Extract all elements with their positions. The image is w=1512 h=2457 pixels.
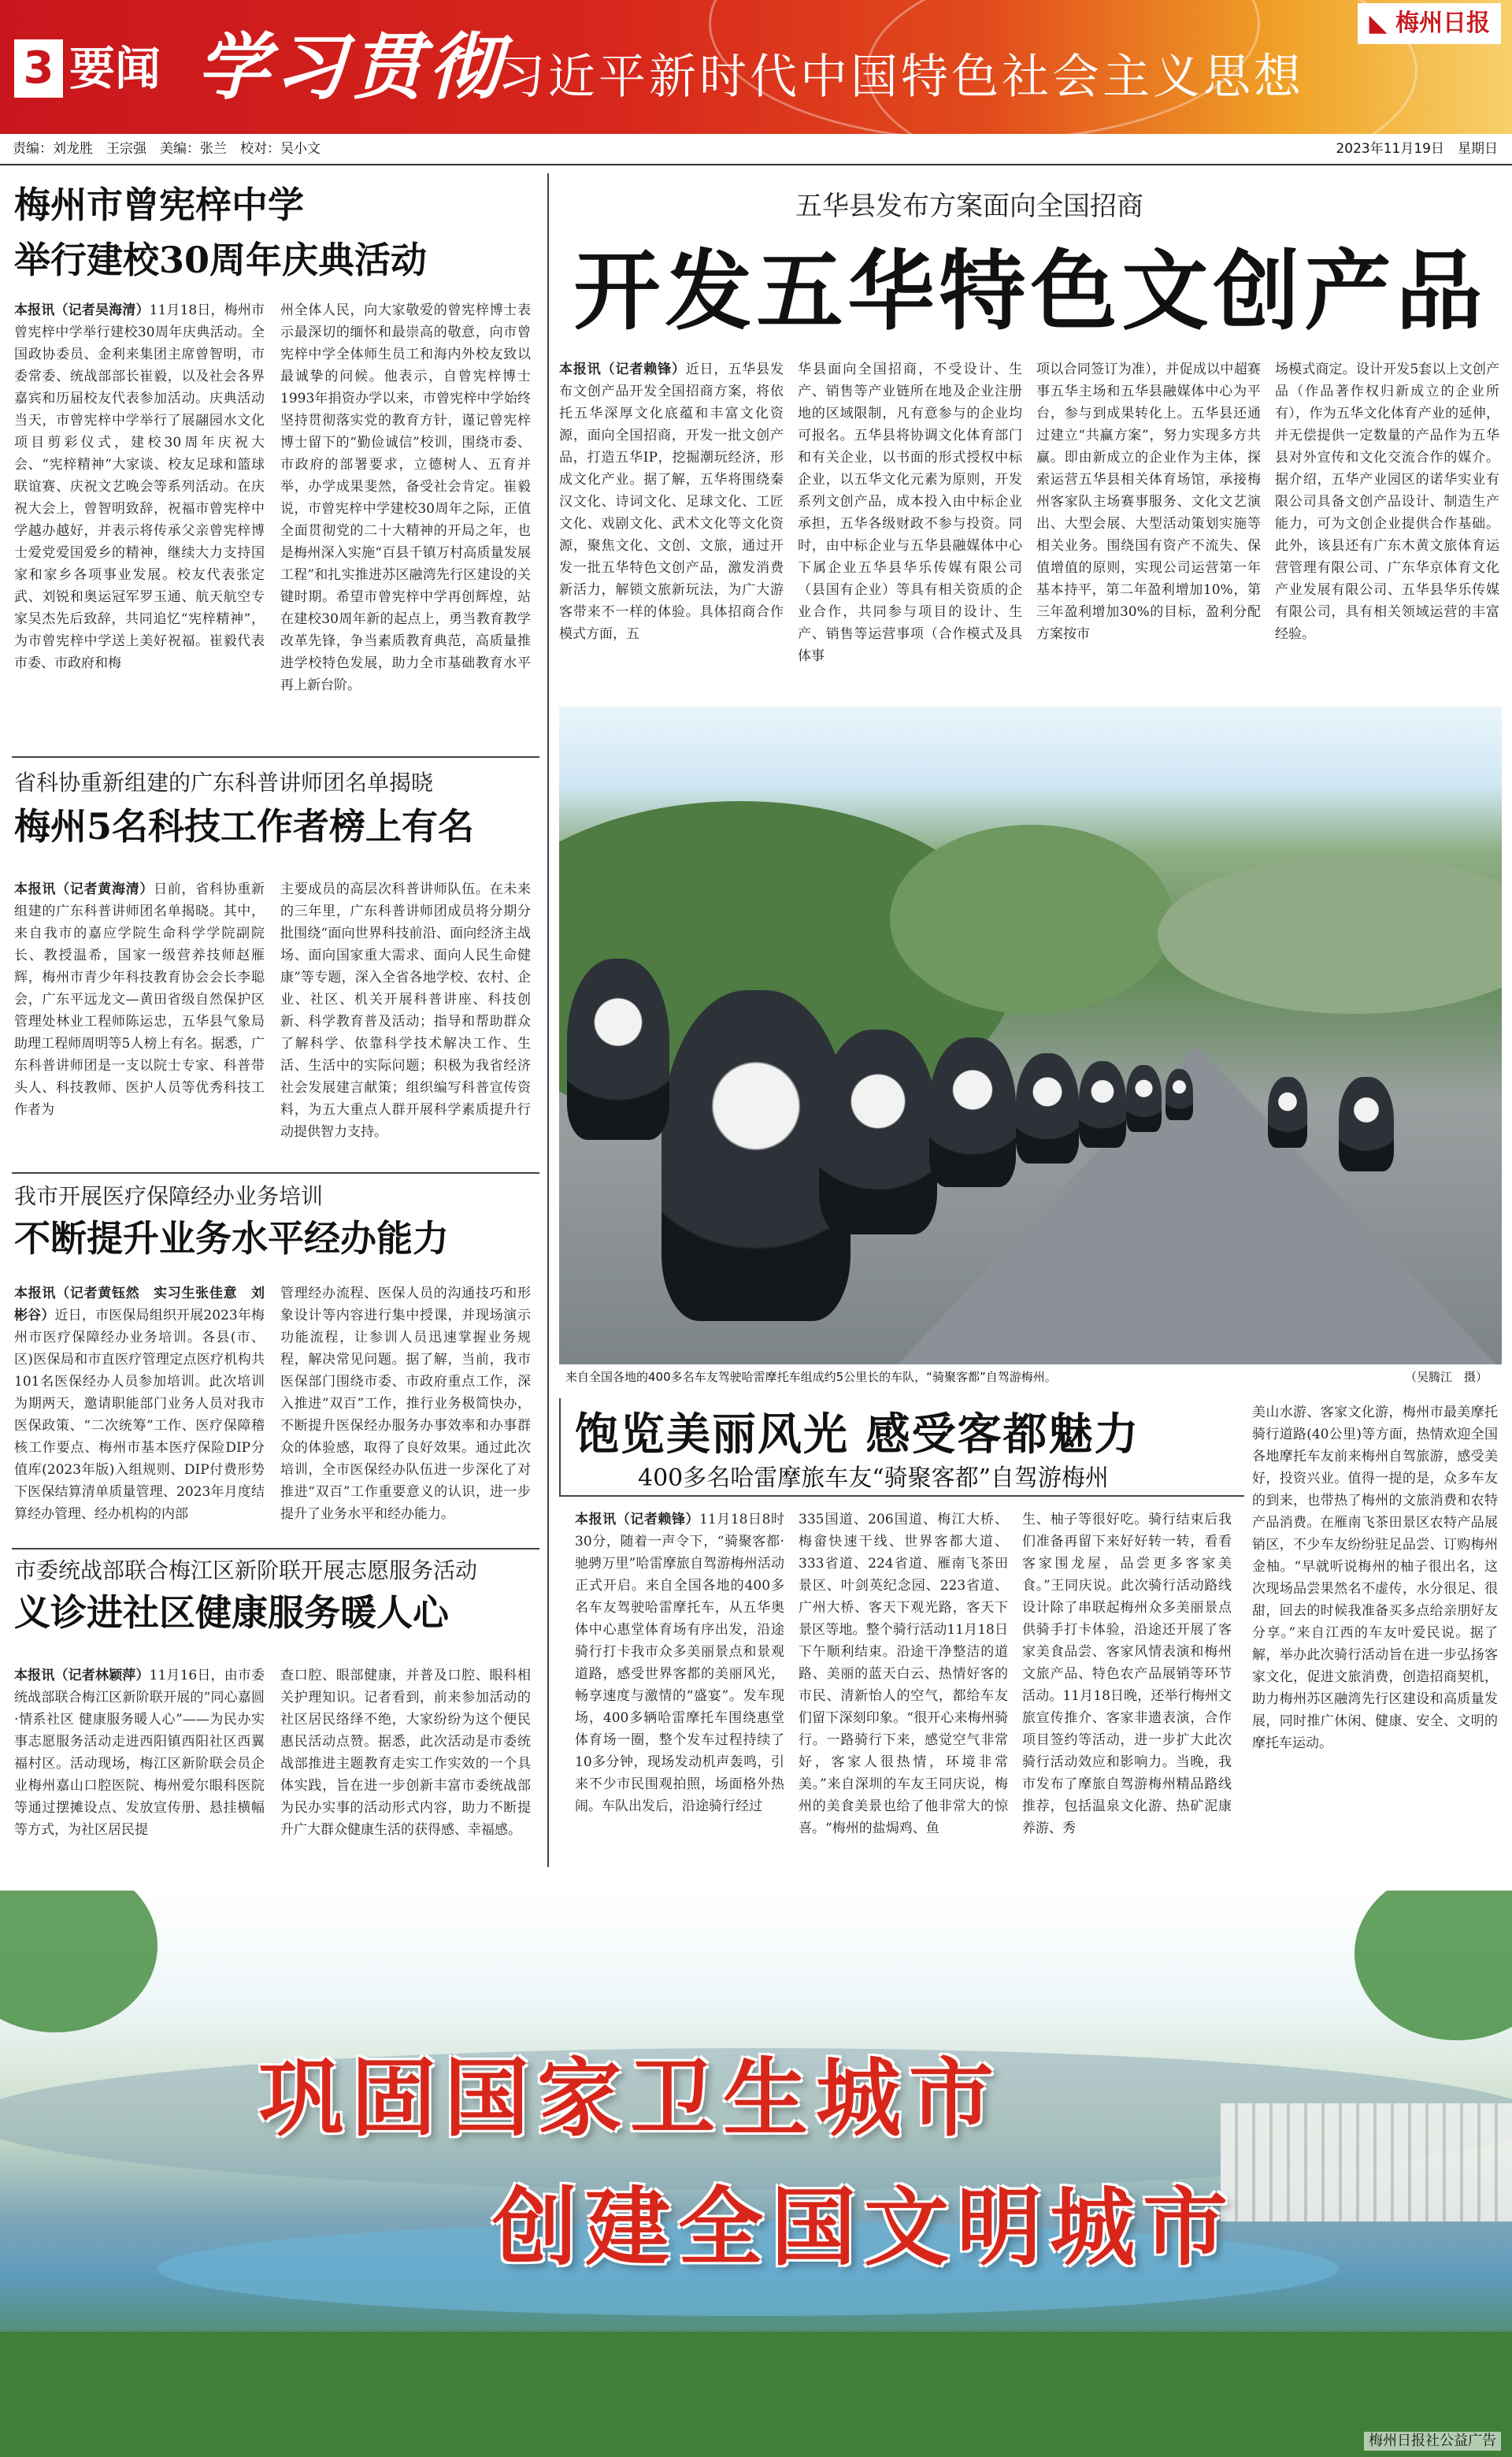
city-buildings bbox=[1221, 2103, 1512, 2221]
logo-text: 梅州日报 bbox=[1395, 9, 1490, 37]
tree-foliage bbox=[0, 1891, 158, 2032]
article-headline: 开发五华特色文创产品 bbox=[573, 240, 1488, 342]
logo-icon: ◣ bbox=[1369, 9, 1395, 37]
body-text: 335国道、206国道、梅江大桥、梅畲快速干线、世界客都大道、333省道、224省道、雁南飞茶田景区、叶剑英纪念园、223省道、广州大桥、客天下观光路，客天下景区等地。整个骑行活动11月18日下午顺利结束。沿途干净整洁的道路、美丽的蓝天白云、热情好客的市民、清新怡人的空气，都给车友们留下深刻印象。“很开心来梅州骑行。一路骑行下来，感觉空气非常好，客家人很热情，环境非常美。”来自深圳的车友王同庆说，梅州的美食美景也给了他非常大的惊喜。“梅州的盐焗鸡、鱼 bbox=[799, 1512, 1008, 1836]
article-body-col bbox=[280, 1665, 531, 1861]
motorcycle bbox=[1126, 1065, 1162, 1132]
motorcycle bbox=[1079, 1061, 1126, 1148]
article-medical[interactable] bbox=[14, 1182, 538, 1536]
article-headline: 梅州市曾宪梓中学 bbox=[14, 184, 304, 226]
hillside bbox=[1158, 856, 1502, 1014]
article-body-col bbox=[14, 878, 265, 1167]
article-kicker: 五华县发布方案面向全国招商 bbox=[795, 191, 1143, 222]
article-body-col bbox=[14, 1665, 265, 1861]
body-text: 日前，省科协重新组建的广东科普讲师团名单揭晓。其中，来自我市的嘉应学院生命科学学院副院长、教授温希，国家一级营养技师赵雁辉，梅州市青少年科技教育协会会长李聪会，广东平远龙文—黄田省级自然保护区管理处林业工程师陈运忠，五华县气象局助理工程师周明等5人榜上有名。据悉，广东科普讲师团是一支以院士专家、科普带头人、科技教师、医护人员等优秀科技工作者为 bbox=[14, 881, 265, 1118]
article-science[interactable] bbox=[14, 768, 538, 1178]
body-text: 项以合同签订为准），并促成以中超赛事五华主场和五华县融媒体中心为平台，参与到成果转化上。五华县还通过建立“共赢方案”，努力实现多方共赢。即由新成立的企业作为主体，探索运营五华县相关体育场馆，承接梅州客家队主场赛事服务、文化文艺演出、大型会展、大型活动策划实施等相关业务。围绕国有资产不流失、保值增值的原则，实现公司运营第一年基本持平，第二年盈利增加10%，第三年盈利增加30%的目标，盈利分配方案按市 bbox=[1036, 362, 1261, 642]
tree-foliage bbox=[1354, 1891, 1512, 2040]
reporter: （记者黄海清） bbox=[56, 881, 154, 897]
article-wuhua[interactable] bbox=[559, 181, 1502, 701]
slogan: 习近平新时代中国特色社会主义思想 bbox=[498, 50, 1304, 105]
body-text: 近日，五华县发布文创产品开发全国招商方案，将依托五华深厚文化底蕴和丰富文化资源，面向全国招商，开发一批文创产品，打造五华IP，挖掘潮玩经济，形成文化产业。据了解，五华将围绕秦汉文化、诗词文化、足球文化、工匠文化、戏剧文化、武术文化等文化资源，聚焦文化、文创、文旅，通过开发一批五华特色文创产品，激发消费新活力，解锁文旅新玩法，为广大游客带来不一样的体验。具体招商合作模式方面，五 bbox=[559, 362, 784, 642]
article-headline: 举行建校30周年庆典活动 bbox=[14, 239, 428, 281]
article-body-col bbox=[575, 1509, 784, 1863]
motorcycle bbox=[1268, 1077, 1307, 1148]
body-text: 11月18日8时30分，随着一声令下，“骑聚客都·驰骋万里”哈雷摩旅自驾游梅州活动正式开启。来自全国各地的400多名车友驾驶哈雷摩托车，从五华奥体中心惠堂体育场有序出发，沿途骑行打卡我市众多美丽景点和景观道路，感受世界客都的美丽风光，畅享速度与激情的“盛宴”。发车现场，400多辆哈雷摩托车围绕惠堂体育场一圈，整个发车过程持续了10多分钟，现场发动机声轰鸣，引来不少市民围观拍照，场面格外热闹。车队出发后，沿途骑行经过 bbox=[575, 1512, 784, 1814]
article-kicker: 市委统战部联合梅江区新阶联开展志愿服务活动 bbox=[14, 1557, 478, 1583]
caption-text: 来自全国各地的400多名车友驾驶哈雷摩托车组成约5公里长的车队，“骑聚客都”自驾游梅州。 bbox=[565, 1370, 1057, 1384]
motorcycle bbox=[819, 1030, 937, 1234]
lead-label: 本报讯 bbox=[14, 302, 55, 318]
body-text: 近日，市医保局组织开展2023年梅州市医疗保障经办业务培训。各县(市、区)医保局和市直医疗管理定点医疗机构共101名医保经办人员参加培训。此次培训为期两天，邀请职能部门业务人员对我市医保政策、“二次统筹”工作、医疗保障稽核工作要点、梅州市基本医疗保险DIP分值库(2023年版)入组规则、DIP付费形势下医保结算清单质量管理、2023年月度结算经办管理、经办机构的内部 bbox=[14, 1308, 265, 1522]
article-body-col bbox=[1022, 1509, 1232, 1863]
motorcycle bbox=[929, 1037, 1016, 1187]
article-body-col bbox=[280, 878, 531, 1167]
body-text: 查口腔、眼部健康，并普及口腔、眼科相关护理知识。记者看到，前来参加活动的社区居民络绎不绝，大家纷纷为这个便民惠民活动点赞。据悉，此次活动是市委统战部推进主题教育走实工作实效的一个具体实践，旨在进一步创新丰富市委统战部为民办实事的活动形式内容，助力不断提升广大群众健康生活的获得感、幸福感。 bbox=[280, 1668, 531, 1838]
article-body-col bbox=[1036, 358, 1261, 693]
photo-caption bbox=[559, 1365, 1502, 1389]
article-subhead: 400多名哈雷摩旅车友“骑聚客都”自驾游梅州 bbox=[638, 1464, 1109, 1492]
section-divider bbox=[12, 1172, 539, 1174]
motorcycle-photo[interactable] bbox=[559, 707, 1502, 1364]
newspaper-logo[interactable] bbox=[1358, 3, 1501, 44]
body-text: 管理经办流程、医保人员的沟通技巧和形象设计等内容进行集中授课，并现场演示功能流程，让参训人员迅速掌握业务规程，解决常见问题。据了解，当前，我市医保部门围绕市委、市政府重点工作，深入推进“双百”工作，推行业务极简快办，不断提升医保经办服务办事效率和办事群众的体验感，取得了良好效果。通过此次培训，全市医保经办队伍进一步深化了对推进“双百”工作重要意义的认识，进一步提升了业务水平和经办能力。 bbox=[280, 1286, 531, 1522]
article-body-col bbox=[799, 1509, 1008, 1863]
lead-label: 本报讯 bbox=[559, 362, 602, 377]
banner-credit: 梅州日报社公益广告 bbox=[1364, 2432, 1501, 2451]
article-body-col bbox=[280, 1282, 531, 1527]
reporter: （记者林颖萍） bbox=[54, 1668, 150, 1683]
article-body-col bbox=[1275, 358, 1499, 693]
body-text: 11月16日，由市委统战部联合梅江区新阶联开展的“同心嘉圆·情系社区 健康服务暖人心”——为民办实事志愿服务活动走进西阳镇西阳社区西翼福村区。活动现场，梅江区新阶联会员企业梅州嘉山口腔医院、梅州爱尔眼科医院等通过摆摊设点、发放宣传册、悬挂横幅等方式，为社区居民提 bbox=[14, 1668, 265, 1838]
article-school[interactable] bbox=[14, 181, 538, 748]
column-divider bbox=[547, 173, 549, 1867]
calligraphy-title: 学习贯彻 bbox=[197, 24, 506, 109]
motorcycle bbox=[1339, 1077, 1394, 1171]
body-text: 美山水游、客家文化游，梅州市最美摩托骑行道路(40公里)等方面，热情欢迎全国各地摩托车友前来梅州自驾旅游，感受美好，投资兴业。值得一提的是，众多车友的到来，也带热了梅州的文旅消费和农特产品消费。在雁南飞茶田景区农特产品展销区，不少车友纷纷驻足品尝、订购梅州金柚。“早就听说梅州的柚子很出名，这次现场品尝果然名不虚传，水分很足、很甜，回去的时候我准备买多点给亲朋好友分享。”来自江西的车友叶爱民说。据了解，举办此次骑行活动旨在进一步弘扬客家文化，促进文旅消费，创造招商契机，助力梅州苏区融湾先行区建设和高质量发展，同时推广休闲、健康、安全、文明的摩托车运动。 bbox=[1252, 1405, 1498, 1751]
body-text: 场模式商定。设计开发5套以上文创产品（作品著作权归新成立的企业所有），作为五华文化体育产业的延伸，并无偿提供一定数量的产品作为五华县对外宣传和文化交流合作的媒介。据介绍，五华产业园区的诺华实业有限公司具备文创产品设计、制造生产能力，可为文创企业提供合作基础。此外，该县还有广东木黄文旅体育运营管理有限公司、广东华京体育文化产业发展有限公司、五华县华乐传媒有限公司，具有相关领域运营的丰富经验。 bbox=[1275, 362, 1499, 642]
body-text: 华县面向全国招商，不受设计、生产、销售等产业链所在地及企业注册地的区域限制，凡有意参与的企业均可报名。五华县将协调文化体育部门和有关企业，以书面的形式授权中标企业，以五华文化元素为原则，开发系列文创产品，成本投入由中标企业承担，五华各级财政不参与投资。同时，由中标企业与五华县融媒体中心下属企业五华县华乐传媒有限公司（县国有企业）等具有相关资质的企业合作，共同参与项目的设计、生产、销售等运营事项（合作模式及具体事 bbox=[798, 362, 1022, 664]
article-body-col bbox=[798, 358, 1022, 693]
motorcycle bbox=[567, 959, 669, 1140]
article-body-col bbox=[280, 299, 531, 747]
motorcycle bbox=[1166, 1069, 1193, 1120]
body-text: 主要成员的高层次科普讲师队伍。在未来的三年里，广东科普讲师团成员将分期分批围绕“面向世界科技前沿、面向经济主战场、面向国家重大需求、面向人民生命健康”等专题，深入全省各地学校、农村、企业、社区、机关开展科普讲座、科技创新、科学教育普及活动；指导和帮助群众了解科学、依靠科学技术解决工作、生活、生活中的实际问题；积极为我省经济社会发展建言献策；组织编写科普宣传资料，为五大重点人群开展科学素质提升行动提供智力支持。 bbox=[280, 881, 531, 1140]
reporter: （记者吴海清） bbox=[54, 302, 150, 318]
hillside bbox=[890, 825, 1173, 1014]
body-text: 11月18日，梅州市曾宪梓中学举行建校30周年庆典活动。全国政协委员、金利来集团主席曾智明，市委常委、统战部部长崔毅，以及社会各界嘉宾和历届校友代表参加活动。庆典活动当天，市曾宪梓中学举行了展翮园水文化项目剪彩仪式，建校30周年庆祝大会、“宪梓精神”大家谈、校友足球和篮球联谊赛、庆祝文艺晚会等系列活动。在庆祝大会上，曾智明致辞，祝福市曾宪梓中学越办越好，并表示将传承父亲曾宪梓博士爱党爱国爱乡的精神，继续大力支持国家和家乡各项事业发展。校友代表张定武、刘锐和奥运冠军罗玉通、航天航空专家吴杰先后致辞，共同追忆“宪梓精神”，为市曾宪梓中学送上美好祝福。崔毅代表市委、市政府和梅 bbox=[14, 302, 265, 671]
motorcycle bbox=[1016, 1053, 1079, 1164]
section-title: 要闻 bbox=[69, 42, 161, 95]
article-kicker: 我市开展医疗保障经办业务培训 bbox=[14, 1183, 324, 1209]
article-body-col bbox=[559, 358, 784, 693]
masthead bbox=[0, 0, 1512, 134]
body-text: 生、柚子等很好吃。骑行结束后我们准备再留下来好好转一转，看看客家围龙屋，品尝更多客家美食。”王同庆说。此次骑行活动路线设计除了串联起梅州众多美丽景点供骑手打卡体验，沿途还开展了客家美食品尝、客家风情表演和梅州文旅产品、特色农产品展销等环节活动。11月18日晚，还举行梅州文旅宣传推介、客家非遗表演，合作项目签约等活动，进一步扩大此次骑行活动效应和影响力。当晚，我市发布了摩旅自驾游梅州精品路线推荐，包括温泉文化游、热矿泥康养游、秀 bbox=[1022, 1512, 1232, 1836]
article-headline: 不断提升业务水平经办能力 bbox=[14, 1217, 449, 1260]
banner-slogan-2: 创建全国文明城市 bbox=[492, 2179, 1236, 2277]
reporter: （记者赖锋） bbox=[601, 362, 686, 377]
public-service-banner[interactable] bbox=[0, 1891, 1512, 2457]
section-divider bbox=[12, 1548, 539, 1550]
page-number: 3 bbox=[14, 39, 63, 98]
article-headline: 饱览美丽风光 感受客都魅力 bbox=[575, 1409, 1140, 1460]
article-headline: 梅州5名科技工作者榜上有名 bbox=[14, 805, 475, 848]
lead-label: 本报讯 bbox=[575, 1512, 617, 1527]
section-divider bbox=[12, 756, 539, 758]
banner-slogan-1: 巩固国家卫生城市 bbox=[258, 2050, 1002, 2148]
meta-line bbox=[0, 134, 1512, 165]
editor-credits: 责编：刘龙胜 王宗强 美编：张兰 校对：吴小文 bbox=[13, 141, 321, 157]
article-bikers[interactable] bbox=[559, 1398, 1502, 1871]
article-kicker: 省科协重新组建的广东科普讲师团名单揭晓 bbox=[14, 770, 434, 796]
lead-label: 本报讯 bbox=[14, 1668, 55, 1683]
body-text: 州全体人民，向大家敬爱的曾宪梓博士表示最深切的缅怀和最崇高的敬意，向市曾宪梓中学全体师生员工和海内外校友致以最诚挚的问候。他表示，自曾宪梓博士1993年捐资办学以来，市曾宪梓中学始终坚持贯彻落实党的教育方针，谨记曾宪梓博士留下的“勤俭诚信”校训，围绕市委、市政府的部署要求，立德树人、五育并举，办学成果斐然，备受社会肯定。崔毅说，市曾宪梓中学建校30周年之际，正值全面贯彻党的二十大精神的开局之年，也是梅州深入实施“百县千镇万村高质量发展工程”和扎实推进苏区融湾先行区建设的关键时期。希望市曾宪梓中学再创辉煌，站在建校30周年新的起点上，勇当教育教学改革先锋，争当素质教育典范，高质量推进学校特色发展，助力全市基础教育水平再上新台阶。 bbox=[280, 302, 531, 693]
reporter: （记者黄钰然 实习生张佳意 刘彬谷） bbox=[14, 1286, 265, 1323]
article-body-col bbox=[1252, 1401, 1498, 1863]
article-headline: 义诊进社区健康服务暖人心 bbox=[14, 1591, 449, 1634]
article-volunteer[interactable] bbox=[14, 1556, 538, 1871]
lead-label: 本报讯 bbox=[14, 881, 57, 897]
lead-label: 本报讯 bbox=[14, 1286, 57, 1301]
park-ground bbox=[0, 2332, 1512, 2457]
article-body-col bbox=[14, 1282, 265, 1527]
article-body-col bbox=[14, 299, 265, 747]
reporter: （记者赖锋） bbox=[616, 1512, 700, 1527]
photo-credit: （吴腾江 摄） bbox=[1404, 1370, 1488, 1384]
issue-date: 2023年11月19日 星期日 bbox=[1336, 141, 1498, 157]
